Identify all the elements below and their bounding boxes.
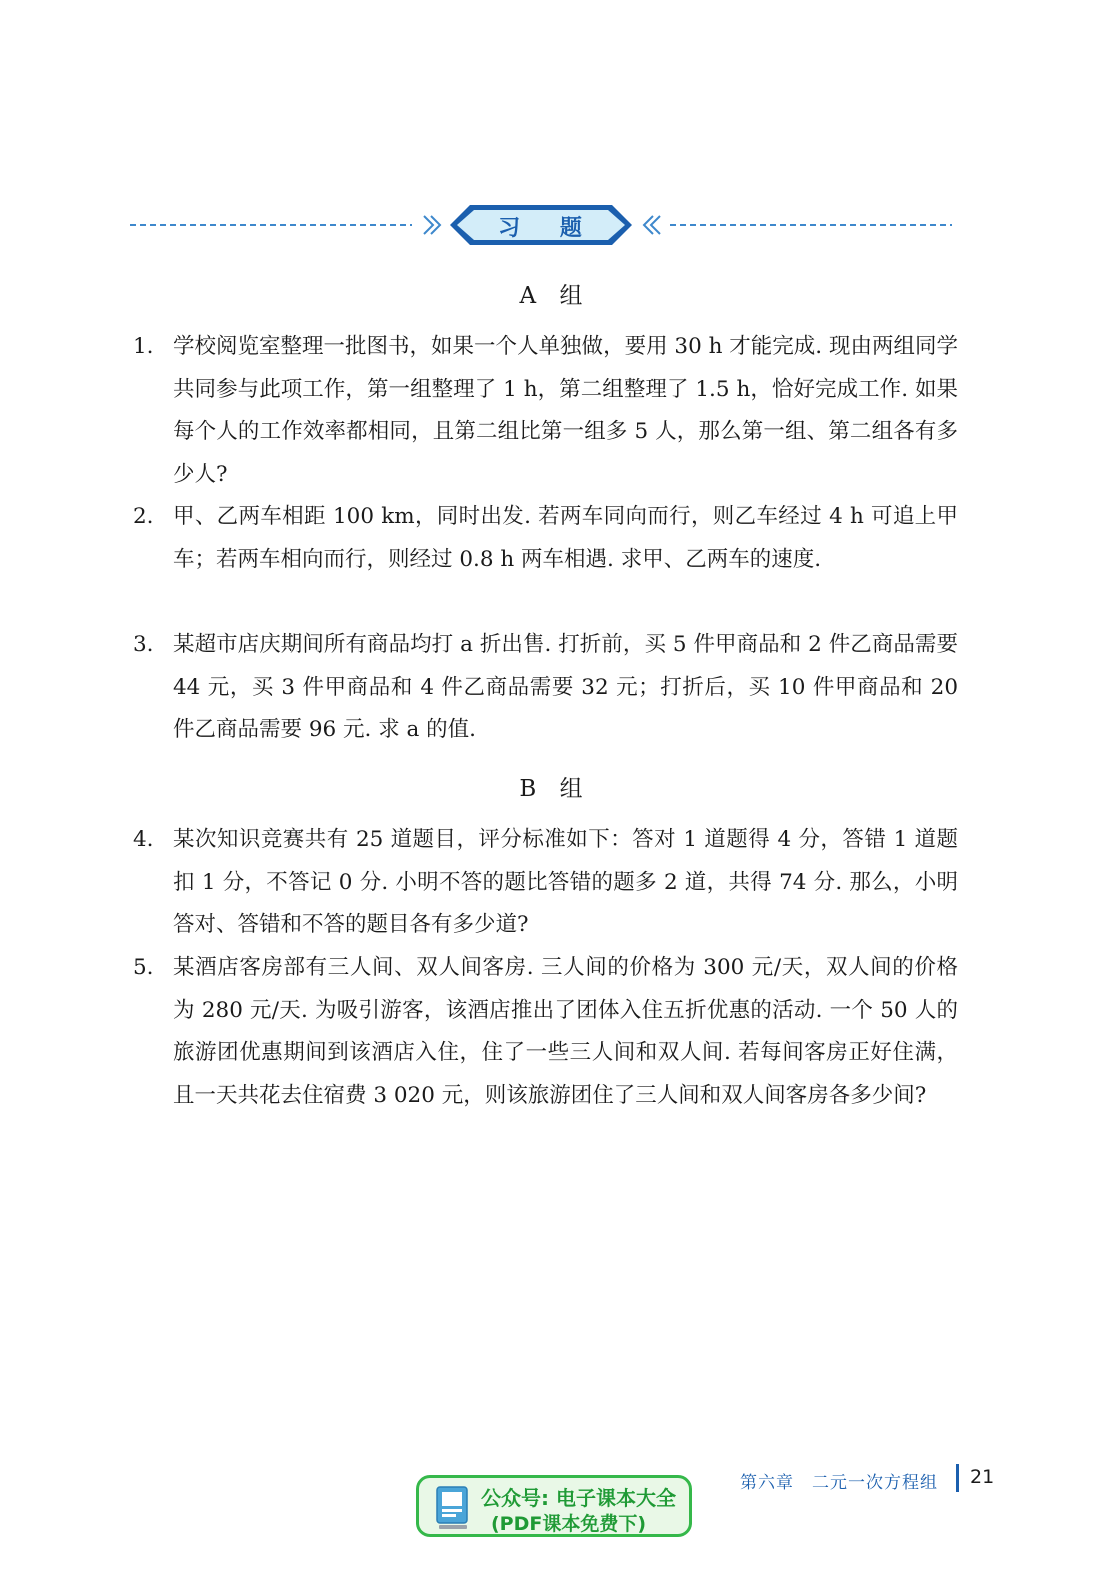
problem-text: 甲、乙两车相距 100 km，同时出发. 若两车同向而行，则乙车经过 4 h 可追上甲车；若两车相向而行，则经过 0.8 h 两车相遇. 求甲、乙两车的速度. [173, 504, 958, 572]
group-heading-b: B 组 [519, 776, 591, 802]
problem-3 [133, 624, 958, 752]
footer-divider [956, 1464, 959, 1492]
problem-number: 4. [133, 827, 154, 852]
watermark-badge [416, 1475, 692, 1537]
watermark-line1: 公众号: 电子课本大全 [481, 1486, 676, 1510]
problem-number: 3. [133, 632, 154, 657]
problem-text: 某超市店庆期间所有商品均打 a 折出售. 打折前，买 5 件甲商品和 2 件乙商品需要 44 元，买 3 件甲商品和 4 件乙商品需要 32 元；打折后，买 10 件甲商品和 20 件乙商品需要 96 元. 求 a 的值. [173, 632, 958, 742]
section-title: 习 题 [498, 215, 598, 241]
group-heading-a: A 组 [519, 283, 591, 309]
problem-4 [133, 819, 958, 947]
problem-2 [133, 496, 958, 581]
problem-number: 2. [133, 504, 154, 529]
problem-number: 1. [133, 334, 154, 359]
watermark-line2: (PDF课本免费下) [491, 1513, 647, 1535]
problem-number: 5. [133, 955, 154, 980]
page-number: 21 [970, 1466, 995, 1488]
book-icon [433, 1483, 473, 1533]
problem-1 [133, 326, 958, 496]
problem-text: 某酒店客房部有三人间、双人间客房. 三人间的价格为 300 元/天，双人间的价格为 280 元/天. 为吸引游客，该酒店推出了团体入住五折优惠的活动. 一个 50 人的旅游团优惠期间到该酒店入住，住了一些三人间和双人间. 若每间客房正好住满，且一天共花去住宿费 3 020 元，则该旅游团住了三人间和双人间客房各多少间? [173, 955, 958, 1108]
chapter-label: 第六章 二元一次方程组 [740, 1473, 938, 1493]
problem-5 [133, 947, 958, 1117]
problem-text: 某次知识竞赛共有 25 道题目，评分标准如下：答对 1 道题得 4 分，答错 1 道题扣 1 分，不答记 0 分. 小明不答的题比答错的题多 2 道，共得 74 分. 那么，小明答对、答错和不答的题目各有多少道? [173, 827, 958, 937]
problem-text: 学校阅览室整理一批图书，如果一个人单独做，要用 30 h 才能完成. 现由两组同学共同参与此项工作，第一组整理了 1 h，第二组整理了 1.5 h，恰好完成工作. 如果每个人的工作效率都相同，且第二组比第一组多 5 人，那么第一组、第二组各有多少人? [173, 334, 958, 487]
